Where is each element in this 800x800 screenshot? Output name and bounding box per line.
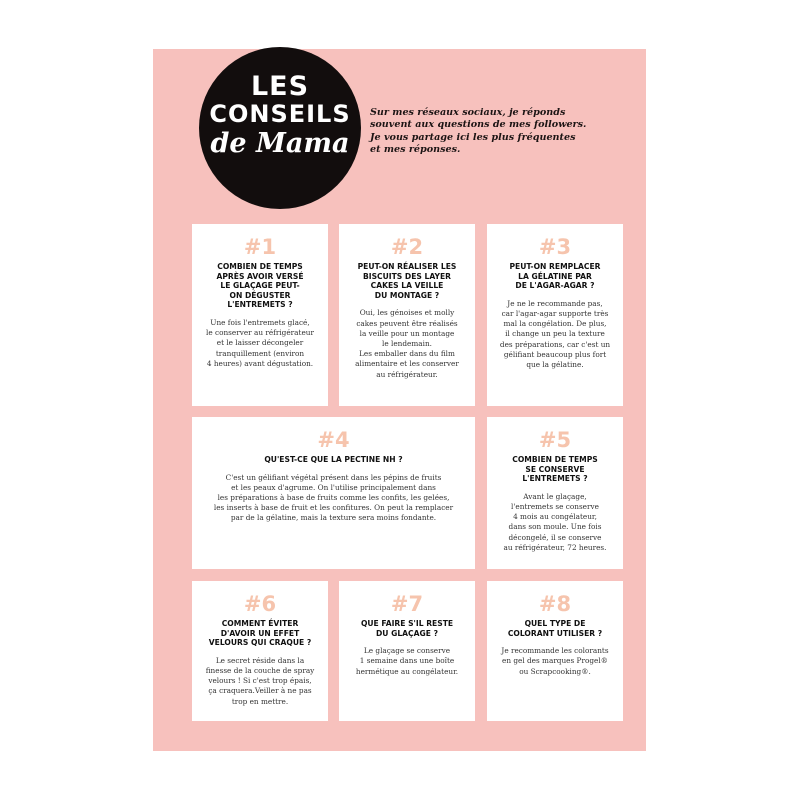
tip-question: QUE FAIRE S'IL RESTE DU GLAÇAGE ? [360,619,454,638]
recipe-page [153,49,646,751]
tip-question: COMBIEN DE TEMPS SE CONSERVE L'ENTREMETS ? [512,455,598,484]
tip-answer: Le glaçage se conserve 1 semaine dans une boîte hermétique au congélateur. [355,646,459,676]
tip-number: #4 [317,428,350,452]
tip-number: #5 [538,428,572,452]
tip-answer: Oui, les génoises et molly cakes peuvent être réalisés la veille pour un montage le lendemain. Les emballer dans du film alimentaire et les conserver au réfrigérateur. [355,308,459,379]
tip-question: QU'EST-CE QUE LA PECTINE NH ? [264,455,403,464]
tip-card-3 [487,224,623,406]
badge-title-les: LES [250,71,310,102]
tip-number: #6 [243,592,277,616]
badge-title-conseils: CONSEILS [209,100,351,128]
tip-answer: Une fois l'entremets glacé, le conserver au réfrigérateur et le laisser décongeler tranquillement (environ 4 heures) avant dégustation. [206,317,314,368]
tip-answer: Le secret réside dans la finesse de la couche de spray velours ! Si c'est trop épais, ça craquera.Veiller à ne pas trop en mettre. [205,655,315,706]
tip-question: QUEL TYPE DE COLORANT UTILISER ? [507,619,603,638]
tip-answer: Avant le glaçage, l'entremets se conserve 4 mois au congélateur, dans son moule. Une fois décongelé, il se conserve au réfrigérateur, 72 heures. [503,491,607,552]
tip-question: COMBIEN DE TEMPS APRÈS AVOIR VERSÉ LE GLAÇAGE PEUT- ON DÉGUSTER L'ENTREMETS ? [216,262,304,310]
tip-number: #3 [538,235,572,259]
badge-title-de-mama: de Mama [210,128,350,159]
intro-text: Sur mes réseaux sociaux, je réponds souvent aux questions de mes followers. Je vous partage ici les plus fréquentes et mes réponses. [370,107,587,156]
tip-question: PEUT-ON REMPLACER LA GÉLATINE PAR DE L'AGAR-AGAR ? [509,262,601,291]
tip-number: #2 [390,235,424,259]
tip-card-2 [339,224,475,406]
tip-card-5 [487,417,623,569]
tip-answer: C'est un gélifiant végétal présent dans les pépins de fruits et les peaux d'agrume. On l'utilise principalement dans les préparations à base de fruits comme les confits, les gelées, les inserts à base de fruit et les confitures. On peut la remplacer par de la gélatine, mais la texture sera moins fondante. [213,472,454,523]
tip-card-1 [192,224,328,406]
tip-card-4 [192,417,475,569]
tip-number: #1 [243,235,277,259]
tip-question: COMMENT ÉVITER D'AVOIR UN EFFET VELOURS QUI CRAQUE ? [208,619,312,648]
tip-answer: Je ne le recommande pas, car l'agar-agar supporte très mal la congélation. De plus, il change un peu la texture des préparations, car c'est un gélifiant beaucoup plus fort que la gélatine. [499,298,611,369]
tip-number: #7 [390,592,424,616]
tip-card-7 [339,581,475,721]
tip-answer: Je recommande les colorants en gel des marques Progel® ou Scrapcooking®. [501,646,609,676]
tip-number: #8 [538,592,572,616]
tip-question: PEUT-ON RÉALISER LES BISCUITS DES LAYER CAKES LA VEILLE DU MONTAGE ? [357,262,457,300]
tip-card-6 [192,581,328,721]
tip-card-8 [487,581,623,721]
title-badge [199,47,361,209]
